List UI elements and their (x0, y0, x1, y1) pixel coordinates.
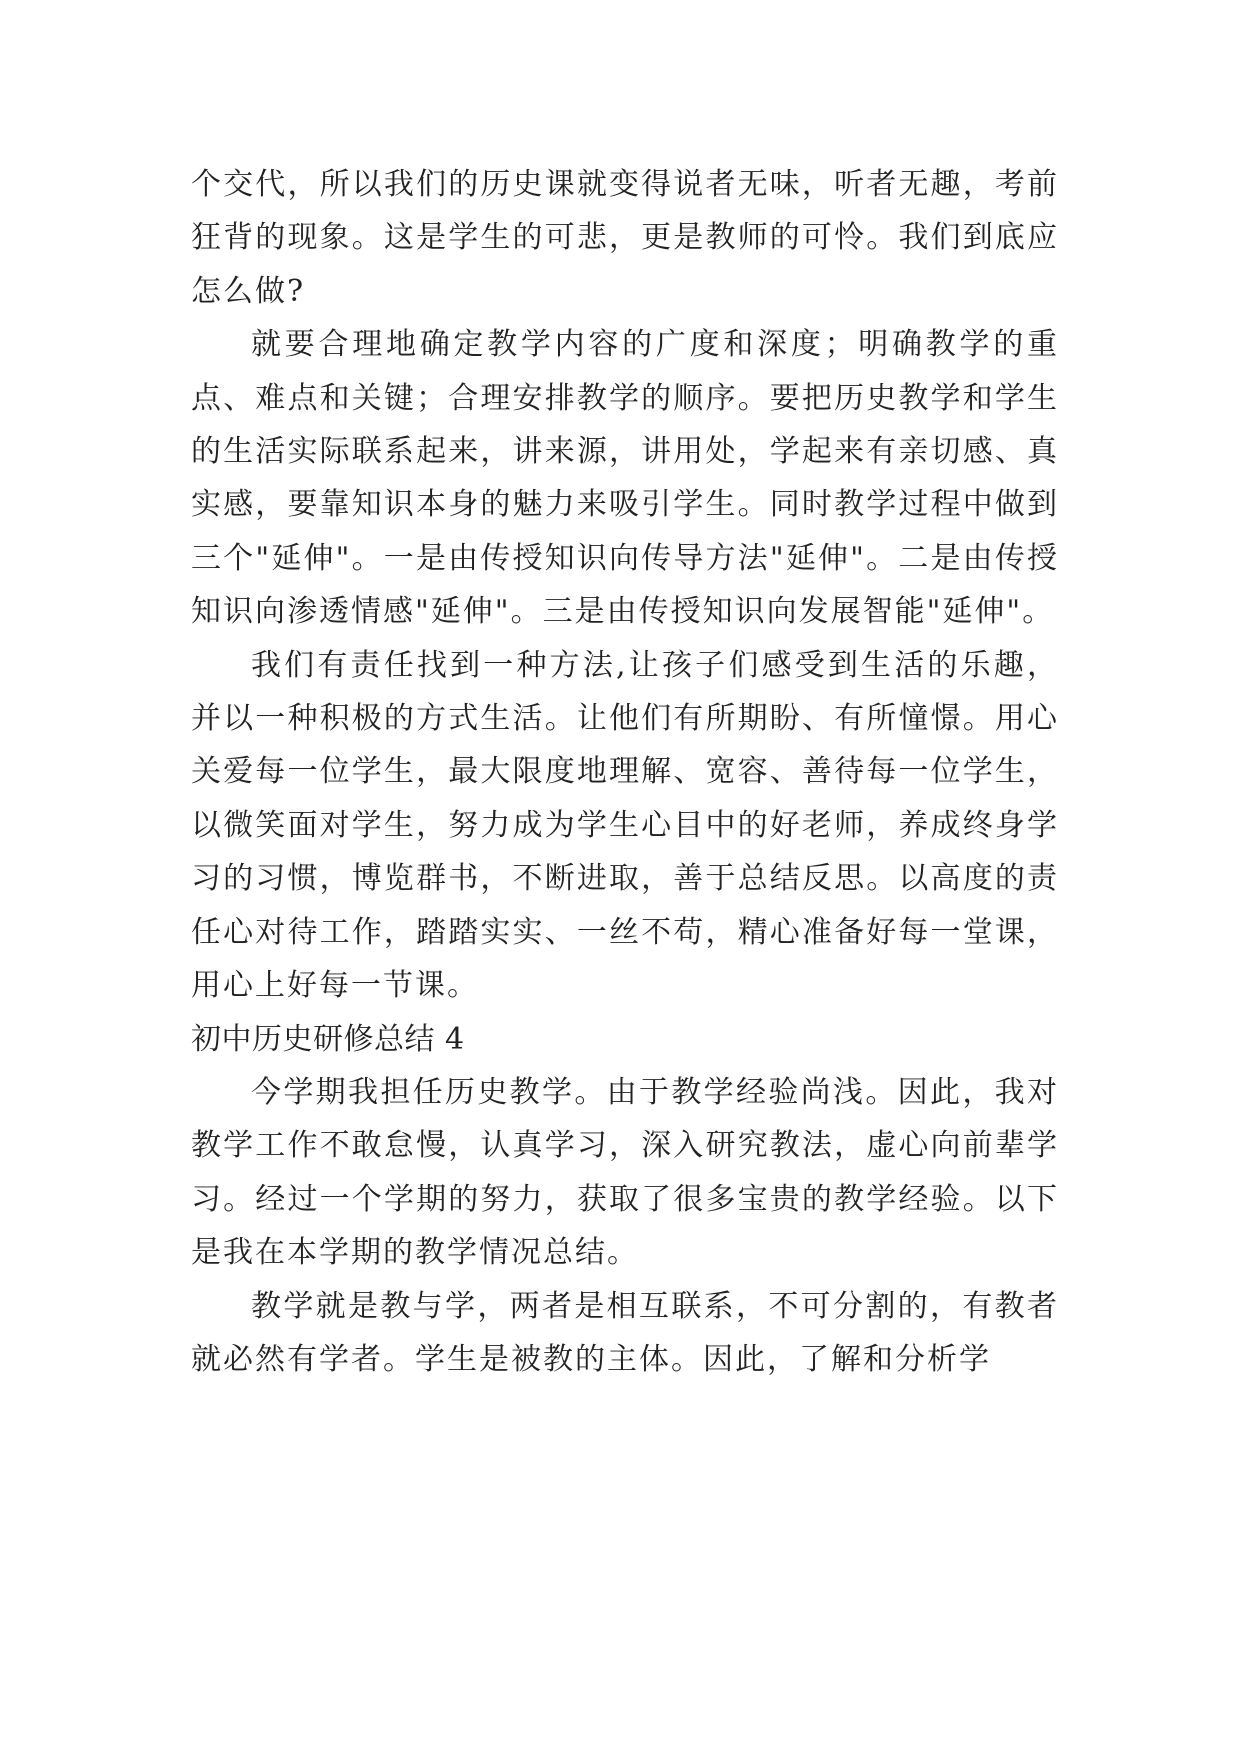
document-body (191, 158, 1059, 1386)
paragraph: 就要合理地确定教学内容的广度和深度；明确教学的重点、难点和关键；合理安排教学的顺序。要把历史教学和学生的生活实际联系起来，讲来源，讲用处，学起来有亲切感、真实感，要靠知识本身的魅力来吸引学生。同时教学过程中做到三个"延伸"。一是由传授知识向传导方法"延伸"。二是由传授知识向渗透情感"延伸"。三是由传授知识向发展智能"延伸"。 (191, 327, 1059, 630)
paragraph-continuation: 个交代，所以我们的历史课就变得说者无味，听者无趣，考前狂背的现象。这是学生的可悲，更是教师的可怜。我们到底应怎么做? (191, 167, 1059, 309)
paragraph: 教学就是教与学，两者是相互联系，不可分割的，有教者就必然有学者。学生是被教的主体。因此，了解和分析学 (191, 1288, 1059, 1377)
section-heading: 初中历史研修总结 4 (191, 1021, 465, 1057)
paragraph: 今学期我担任历史教学。由于教学经验尚浅。因此，我对教学工作不敢怠慢，认真学习，深入研究教法，虚心向前辈学习。经过一个学期的努力，获取了很多宝贵的教学经验。以下是我在本学期的教学情况总结。 (191, 1074, 1059, 1271)
paragraph: 我们有责任找到一种方法,让孩子们感受到生活的乐趣，并以一种积极的方式生活。让他们有所期盼、有所憧憬。用心关爱每一位学生，最大限度地理解、宽容、善待每一位学生，以微笑面对学生，努力成为学生心目中的好老师，养成终身学习的习惯，博览群书，不断进取，善于总结反思。以高度的责任心对待工作，踏踏实实、一丝不苟，精心准备好每一堂课，用心上好每一节课。 (191, 647, 1059, 1004)
